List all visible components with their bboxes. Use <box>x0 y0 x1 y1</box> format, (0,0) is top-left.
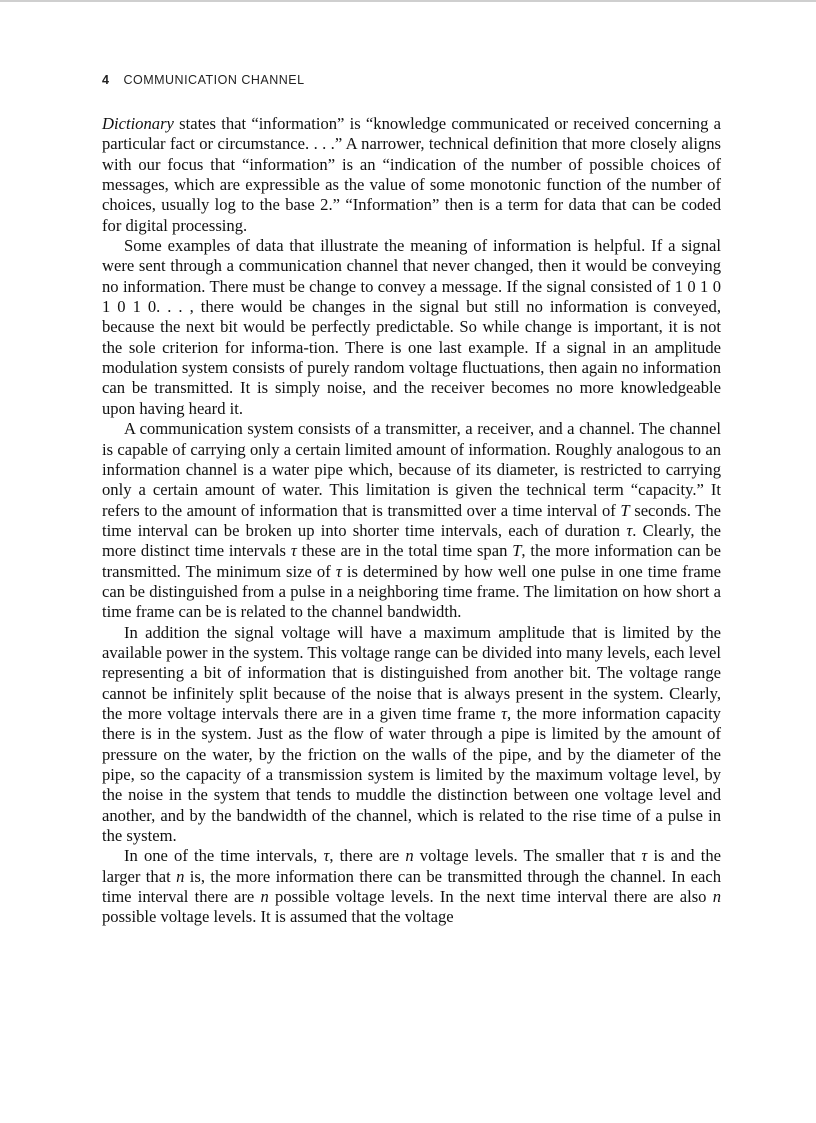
running-header <box>102 73 305 91</box>
var-n: n <box>260 887 269 907</box>
body-text <box>102 114 721 928</box>
var-tau: τ <box>501 703 508 723</box>
top-border <box>0 0 816 2</box>
paragraph-5: In one of the time intervals, τ, there are n voltage levels. The smaller that τ is and the larger that n is, the more information there can be transmitted through the channel. In each time interval there are n possible voltage levels. In the next time interval there are also n possible voltage levels. It is assumed that the voltage <box>102 846 722 927</box>
paragraph-4: In addition the signal voltage will have a maximum amplitude that is limited by the available power in the system. This voltage range can be divided into many levels, each level representing a bit of information that is distinguished from another bit. The voltage range cannot be infinitely split because of the noise that is always present in the system. Clearly, the more voltage intervals there are in a given time frame τ, the more information capacity there is in the system. Just as the flow of water through a pipe is limited by the amount of pressure on the water, by the friction on the walls of the pipe, and by the diameter of the pipe, so the capacity of a transmission system is limited by the maximum voltage level, by the noise in the system that tends to muddle the distinction between one voltage level and another, and by the bandwidth of the channel, which is related to the rise time of a pulse in the system. <box>102 622 721 846</box>
var-n: n <box>176 866 185 886</box>
paragraph-1: Dictionary states that “information” is “knowledge communicated or received concerning a particular fact or circumstance. . . .” A narrower, technical definition that more closely aligns with our focus that “information” is an “indication of the number of possible choices of messages, which are expressible as the value of some monotonic function of the number of choices, usually log to the base 2.” “Information” then is a term for data that can be coded for digital processing. <box>102 114 721 235</box>
var-tau: τ <box>626 520 633 540</box>
page-number: 4 <box>102 73 110 87</box>
dictionary-word: Dictionary <box>102 114 174 133</box>
var-T: T <box>620 500 630 520</box>
var-tau: τ <box>290 541 297 561</box>
chapter-title: COMMUNICATION CHANNEL <box>123 73 305 87</box>
var-tau: τ <box>323 846 330 866</box>
var-T: T <box>512 541 522 561</box>
paragraph-2: Some examples of data that illustrate the meaning of information is helpful. If a signal were sent through a communication channel that never changed, then it would be conveying no information. There must be change to convey a message. If the signal consisted of 1 0 1 0 1 0 1 0. . . , there would be changes in the signal but still no information is conveyed, because the next bit would be perfectly predictable. So while change is important, it is not the sole criterion for informa-tion. There is one last example. If a signal in an amplitude modulation system consists of purely random voltage fluctuations, then again no information can be transmitted. It is simply noise, and the receiver becomes no more knowledgeable upon having heard it. <box>102 236 721 418</box>
paragraph-3: A communication system consists of a transmitter, a receiver, and a channel. The channel is capable of carrying only a certain limited amount of information. Roughly analogous to an information channel is a water pipe which, because of its diameter, is restricted to carrying only a certain amount of water. This limitation is given the technical term “capacity.” It refers to the amount of information that is transmitted over a time interval of T seconds. The time interval can be broken up into shorter time intervals, each of duration τ. Clearly, the more distinct time intervals τ these are in the total time span T, the more information can be transmitted. The minimum size of τ is determined by how well one pulse in one time frame can be distinguished from a pulse in a neighboring time frame. The limitation on how short a time frame can be is related to the channel bandwidth. <box>102 419 722 622</box>
var-tau: τ <box>335 561 342 581</box>
var-n: n <box>712 887 721 907</box>
var-tau: τ <box>641 846 648 866</box>
var-n: n <box>405 846 414 866</box>
